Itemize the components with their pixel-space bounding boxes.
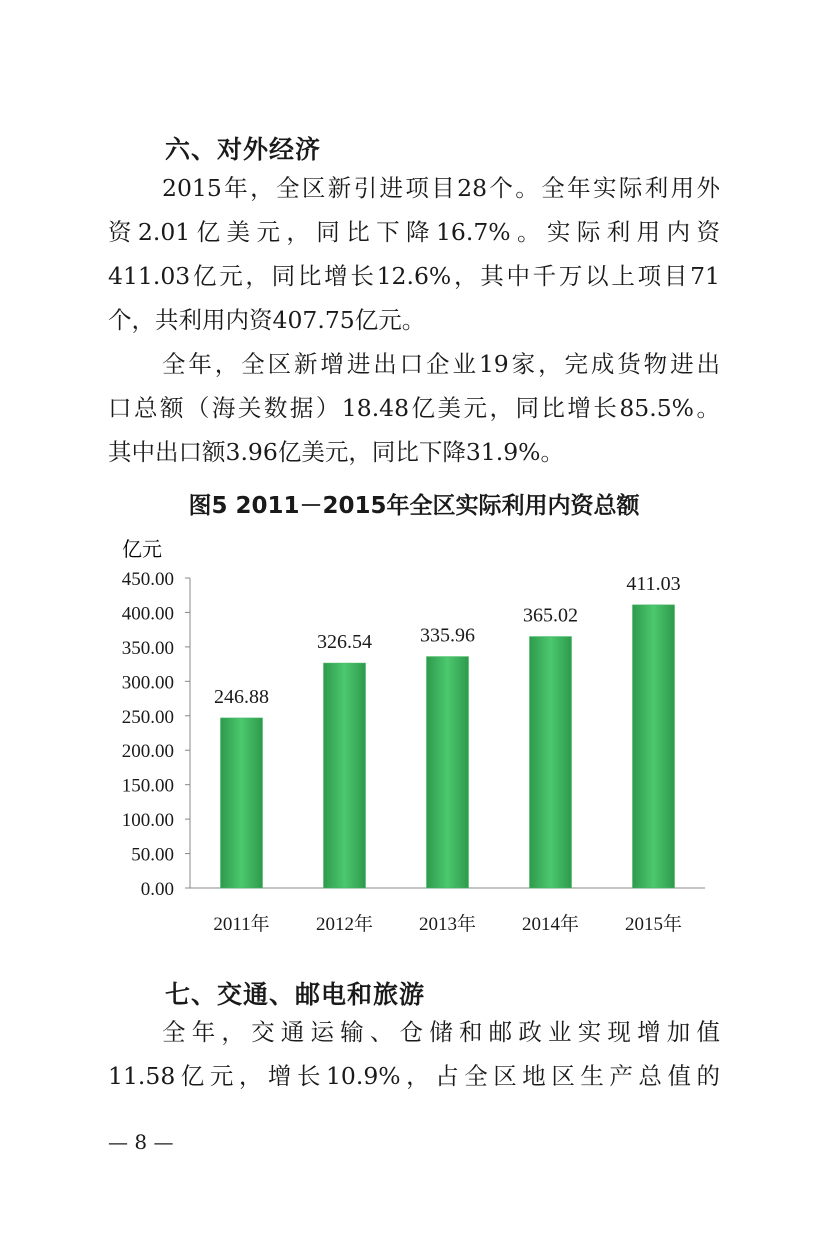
section-7-paragraph [108,1010,720,1098]
bar-value-label: 335.96 [420,624,475,647]
bar-value-label: 246.88 [214,685,269,708]
bar-2011年 [221,718,263,888]
y-tick-label: 150.00 [121,775,174,797]
x-tick-label: 2014年 [521,914,580,935]
bar-2014年 [530,637,572,888]
paragraph-line: 口总额（海关数据）18.48亿美元，同比增长85.5%。 [108,394,720,422]
chart-title: 图5 2011－2015年全区实际利用内资总额 [188,493,640,519]
bar-value-label: 411.03 [626,572,681,595]
x-tick-label: 2013年 [418,914,477,935]
y-tick-label: 450.00 [121,569,174,590]
bar-2013年 [427,657,469,888]
paragraph-line: 个，共利用内资407.75亿元。 [108,306,426,334]
section-6-heading: 六、对外经济 [165,135,322,164]
y-tick-label: 100.00 [121,810,174,832]
x-tick-label: 2011年 [213,914,270,935]
paragraph-line: 资2.01亿美元，同比下降16.7%。实际利用内资 [108,218,720,246]
y-tick-label: 50.00 [131,844,174,866]
paragraph-line: 11.58亿元，增长10.9%，占全区地区生产总值的 [108,1062,720,1090]
paragraph-line: 411.03亿元，同比增长12.6%，其中千万以上项目71 [108,262,720,290]
section-6-paragraph-1 [108,166,720,342]
y-tick-label: 200.00 [121,741,174,763]
y-tick-label: 250.00 [121,706,174,728]
bar-2012年 [324,663,366,888]
section-7-heading: 七、交通、邮电和旅游 [165,980,426,1009]
bar-value-label: 326.54 [317,631,372,654]
paragraph-line: 全年，全区新增进出口企业19家，完成货物进出 [162,350,720,378]
y-axis-unit-label: 亿元 [122,539,162,561]
paragraph-line: 2015年，全区新引进项目28个。全年实际利用外 [162,174,720,202]
bar-value-label: 365.02 [523,604,578,627]
y-tick-label: 350.00 [121,637,174,659]
bar-2015年 [633,605,675,888]
page-number: — 8 — [108,1130,174,1154]
x-tick-label: 2015年 [624,914,683,935]
paragraph-line: 全年，交通运输、仓储和邮政业实现增加值 [162,1018,720,1046]
paragraph-line: 其中出口额3.96亿美元，同比下降31.9%。 [108,438,564,466]
y-tick-label: 0.00 [140,879,174,900]
section-6-paragraph-2 [108,342,720,474]
y-tick-label: 400.00 [121,603,174,625]
x-tick-label: 2012年 [315,914,374,935]
y-tick-label: 300.00 [121,672,174,694]
bar-chart [0,530,828,950]
